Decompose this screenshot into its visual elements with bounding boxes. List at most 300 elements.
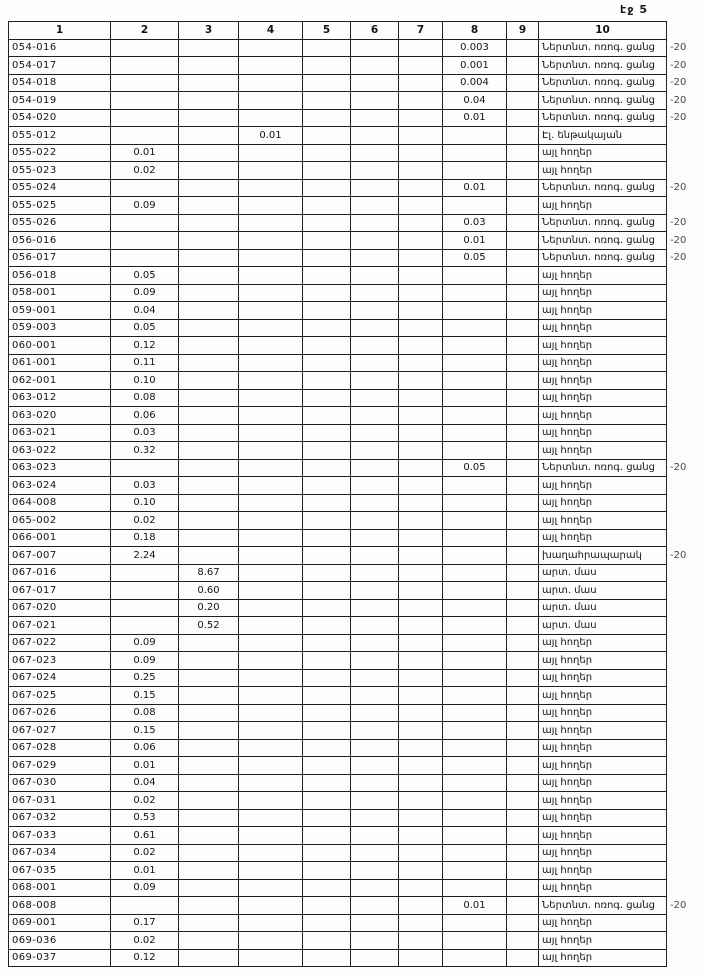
value-cell-col8 bbox=[443, 617, 507, 635]
value-cell-col6 bbox=[351, 582, 399, 600]
value-cell-col2 bbox=[111, 57, 179, 75]
value-cell-col9 bbox=[507, 92, 539, 110]
value-cell-col3 bbox=[179, 792, 239, 810]
value-cell-col3 bbox=[179, 897, 239, 915]
table-header-row bbox=[9, 22, 701, 40]
value-cell-col9 bbox=[507, 617, 539, 635]
value-cell-col6 bbox=[351, 704, 399, 722]
parcel-code-cell: 067-022 bbox=[9, 634, 111, 652]
value-cell-col2: 0.15 bbox=[111, 687, 179, 705]
table-row bbox=[9, 442, 701, 460]
table-row bbox=[9, 144, 701, 162]
parcel-code-cell: 068-008 bbox=[9, 897, 111, 915]
value-cell-col3 bbox=[179, 267, 239, 285]
land-type-cell: այլ հողեր bbox=[539, 529, 667, 547]
value-cell-col6 bbox=[351, 792, 399, 810]
table-row bbox=[9, 914, 701, 932]
land-type-cell: այլ հողեր bbox=[539, 354, 667, 372]
value-cell-col2 bbox=[111, 599, 179, 617]
value-cell-col2: 0.01 bbox=[111, 144, 179, 162]
value-cell-col6 bbox=[351, 214, 399, 232]
value-cell-col2: 0.17 bbox=[111, 914, 179, 932]
value-cell-col8 bbox=[443, 599, 507, 617]
value-cell-col4 bbox=[239, 372, 303, 390]
value-cell-col8 bbox=[443, 127, 507, 145]
value-cell-col6 bbox=[351, 74, 399, 92]
margin-note: -20 bbox=[670, 59, 687, 71]
margin-note bbox=[667, 319, 701, 337]
table-row bbox=[9, 407, 701, 425]
value-cell-col3: 8.67 bbox=[179, 564, 239, 582]
value-cell-col2: 0.02 bbox=[111, 932, 179, 950]
value-cell-col5 bbox=[303, 337, 351, 355]
margin-note bbox=[667, 739, 701, 757]
table-row bbox=[9, 932, 701, 950]
value-cell-col8: 0.05 bbox=[443, 459, 507, 477]
value-cell-col2: 0.25 bbox=[111, 669, 179, 687]
value-cell-col7 bbox=[399, 214, 443, 232]
value-cell-col7 bbox=[399, 337, 443, 355]
land-type-cell: արտ. մաս bbox=[539, 582, 667, 600]
value-cell-col6 bbox=[351, 407, 399, 425]
value-cell-col4 bbox=[239, 407, 303, 425]
value-cell-col6 bbox=[351, 302, 399, 320]
value-cell-col4 bbox=[239, 897, 303, 915]
margin-note bbox=[667, 477, 701, 495]
value-cell-col7 bbox=[399, 547, 443, 565]
value-cell-col8 bbox=[443, 477, 507, 495]
table-row bbox=[9, 844, 701, 862]
value-cell-col4 bbox=[239, 722, 303, 740]
column-header-2: 2 bbox=[111, 22, 179, 40]
value-cell-col2: 0.04 bbox=[111, 302, 179, 320]
land-type-cell: այլ հողեր bbox=[539, 827, 667, 845]
land-type-cell: Ներտնտ. ոռոգ. ցանց bbox=[539, 249, 667, 267]
value-cell-col6 bbox=[351, 424, 399, 442]
margin-note bbox=[667, 949, 701, 967]
value-cell-col5 bbox=[303, 739, 351, 757]
margin-note bbox=[667, 529, 701, 547]
value-cell-col8 bbox=[443, 722, 507, 740]
value-cell-col4 bbox=[239, 879, 303, 897]
value-cell-col9 bbox=[507, 494, 539, 512]
value-cell-col3 bbox=[179, 249, 239, 267]
column-header-10: 10 bbox=[539, 22, 667, 40]
value-cell-col9 bbox=[507, 214, 539, 232]
value-cell-col2 bbox=[111, 459, 179, 477]
value-cell-col3 bbox=[179, 74, 239, 92]
table-row bbox=[9, 179, 701, 197]
parcel-code-cell: 067-020 bbox=[9, 599, 111, 617]
value-cell-col8 bbox=[443, 197, 507, 215]
land-type-cell: խաղահրապարակ bbox=[539, 547, 667, 565]
land-type-cell: Էլ. ենթակայան bbox=[539, 127, 667, 145]
value-cell-col6 bbox=[351, 477, 399, 495]
value-cell-col2: 2.24 bbox=[111, 547, 179, 565]
value-cell-col8: 0.01 bbox=[443, 179, 507, 197]
value-cell-col4 bbox=[239, 389, 303, 407]
table-row bbox=[9, 529, 701, 547]
value-cell-col9 bbox=[507, 267, 539, 285]
parcel-code-cell: 060-001 bbox=[9, 337, 111, 355]
value-cell-col8 bbox=[443, 302, 507, 320]
value-cell-col6 bbox=[351, 897, 399, 915]
value-cell-col9 bbox=[507, 932, 539, 950]
value-cell-col3 bbox=[179, 652, 239, 670]
land-type-cell: այլ հողեր bbox=[539, 442, 667, 460]
value-cell-col4 bbox=[239, 564, 303, 582]
value-cell-col7 bbox=[399, 809, 443, 827]
value-cell-col9 bbox=[507, 687, 539, 705]
value-cell-col7 bbox=[399, 459, 443, 477]
value-cell-col9 bbox=[507, 914, 539, 932]
land-type-cell: այլ հողեր bbox=[539, 144, 667, 162]
value-cell-col9 bbox=[507, 564, 539, 582]
parcel-code-cell: 054-020 bbox=[9, 109, 111, 127]
land-type-cell: այլ հողեր bbox=[539, 949, 667, 967]
value-cell-col4 bbox=[239, 92, 303, 110]
value-cell-col6 bbox=[351, 337, 399, 355]
parcel-code-cell: 055-026 bbox=[9, 214, 111, 232]
value-cell-col8 bbox=[443, 372, 507, 390]
land-type-cell: այլ հողեր bbox=[539, 302, 667, 320]
table-row bbox=[9, 582, 701, 600]
value-cell-col9 bbox=[507, 144, 539, 162]
value-cell-col8 bbox=[443, 582, 507, 600]
land-type-cell: Ներտնտ. ոռոգ. ցանց bbox=[539, 92, 667, 110]
margin-note bbox=[667, 932, 701, 950]
value-cell-col9 bbox=[507, 232, 539, 250]
page-number-label: էջ 5 bbox=[620, 3, 648, 16]
table-row bbox=[9, 774, 701, 792]
value-cell-col9 bbox=[507, 844, 539, 862]
value-cell-col2: 0.10 bbox=[111, 372, 179, 390]
value-cell-col6 bbox=[351, 914, 399, 932]
value-cell-col2: 0.09 bbox=[111, 284, 179, 302]
value-cell-col9 bbox=[507, 127, 539, 145]
value-cell-col5 bbox=[303, 914, 351, 932]
value-cell-col7 bbox=[399, 92, 443, 110]
table-row bbox=[9, 722, 701, 740]
value-cell-col7 bbox=[399, 249, 443, 267]
value-cell-col5 bbox=[303, 92, 351, 110]
land-type-cell: այլ հողեր bbox=[539, 757, 667, 775]
value-cell-col7 bbox=[399, 477, 443, 495]
value-cell-col4 bbox=[239, 512, 303, 530]
value-cell-col9 bbox=[507, 179, 539, 197]
parcel-code-cell: 067-028 bbox=[9, 739, 111, 757]
margin-note bbox=[667, 512, 701, 530]
value-cell-col3 bbox=[179, 109, 239, 127]
value-cell-col9 bbox=[507, 774, 539, 792]
land-type-cell: Ներտնտ. ոռոգ. ցանց bbox=[539, 459, 667, 477]
parcel-code-cell: 063-022 bbox=[9, 442, 111, 460]
value-cell-col5 bbox=[303, 932, 351, 950]
value-cell-col5 bbox=[303, 354, 351, 372]
parcel-code-cell: 058-001 bbox=[9, 284, 111, 302]
table-row bbox=[9, 372, 701, 390]
table-row bbox=[9, 477, 701, 495]
column-header-5: 5 bbox=[303, 22, 351, 40]
value-cell-col5 bbox=[303, 792, 351, 810]
land-type-cell: այլ հողեր bbox=[539, 512, 667, 530]
value-cell-col5 bbox=[303, 57, 351, 75]
value-cell-col9 bbox=[507, 284, 539, 302]
value-cell-col8 bbox=[443, 739, 507, 757]
value-cell-col9 bbox=[507, 337, 539, 355]
value-cell-col3 bbox=[179, 197, 239, 215]
value-cell-col5 bbox=[303, 669, 351, 687]
parcel-code-cell: 055-024 bbox=[9, 179, 111, 197]
value-cell-col6 bbox=[351, 669, 399, 687]
value-cell-col5 bbox=[303, 512, 351, 530]
value-cell-col3 bbox=[179, 932, 239, 950]
land-parcel-table bbox=[8, 21, 701, 967]
value-cell-col5 bbox=[303, 564, 351, 582]
parcel-code-cell: 063-021 bbox=[9, 424, 111, 442]
parcel-code-cell: 067-017 bbox=[9, 582, 111, 600]
parcel-code-cell: 062-001 bbox=[9, 372, 111, 390]
value-cell-col9 bbox=[507, 652, 539, 670]
value-cell-col8 bbox=[443, 774, 507, 792]
value-cell-col9 bbox=[507, 389, 539, 407]
value-cell-col4 bbox=[239, 144, 303, 162]
value-cell-col8: 0.003 bbox=[443, 39, 507, 57]
land-type-cell: այլ հողեր bbox=[539, 739, 667, 757]
land-type-cell: այլ հողեր bbox=[539, 652, 667, 670]
land-type-cell: այլ հողեր bbox=[539, 319, 667, 337]
value-cell-col6 bbox=[351, 634, 399, 652]
margin-note bbox=[667, 827, 701, 845]
value-cell-col6 bbox=[351, 144, 399, 162]
margin-note: -20 bbox=[670, 112, 687, 124]
margin-note bbox=[667, 652, 701, 670]
value-cell-col7 bbox=[399, 407, 443, 425]
value-cell-col7 bbox=[399, 267, 443, 285]
value-cell-col3 bbox=[179, 389, 239, 407]
value-cell-col8 bbox=[443, 634, 507, 652]
value-cell-col9 bbox=[507, 442, 539, 460]
value-cell-col2: 0.03 bbox=[111, 477, 179, 495]
value-cell-col3 bbox=[179, 477, 239, 495]
value-cell-col4: 0.01 bbox=[239, 127, 303, 145]
parcel-code-cell: 056-017 bbox=[9, 249, 111, 267]
value-cell-col7 bbox=[399, 652, 443, 670]
value-cell-col5 bbox=[303, 249, 351, 267]
value-cell-col3 bbox=[179, 127, 239, 145]
value-cell-col4 bbox=[239, 74, 303, 92]
value-cell-col7 bbox=[399, 389, 443, 407]
value-cell-col2: 0.06 bbox=[111, 739, 179, 757]
value-cell-col8 bbox=[443, 267, 507, 285]
land-type-cell: այլ հողեր bbox=[539, 477, 667, 495]
margin-note bbox=[667, 407, 701, 425]
value-cell-col9 bbox=[507, 949, 539, 967]
value-cell-col6 bbox=[351, 162, 399, 180]
value-cell-col8 bbox=[443, 844, 507, 862]
value-cell-col9 bbox=[507, 302, 539, 320]
value-cell-col4 bbox=[239, 862, 303, 880]
value-cell-col4 bbox=[239, 949, 303, 967]
margin-note bbox=[667, 127, 701, 145]
value-cell-col3 bbox=[179, 914, 239, 932]
margin-note bbox=[667, 582, 701, 600]
value-cell-col6 bbox=[351, 599, 399, 617]
parcel-code-cell: 059-001 bbox=[9, 302, 111, 320]
value-cell-col5 bbox=[303, 407, 351, 425]
value-cell-col6 bbox=[351, 494, 399, 512]
value-cell-col5 bbox=[303, 634, 351, 652]
value-cell-col7 bbox=[399, 564, 443, 582]
table-row bbox=[9, 512, 701, 530]
margin-note bbox=[667, 687, 701, 705]
margin-note bbox=[667, 197, 701, 215]
value-cell-col3 bbox=[179, 512, 239, 530]
parcel-code-cell: 067-031 bbox=[9, 792, 111, 810]
land-type-cell: արտ. մաս bbox=[539, 564, 667, 582]
value-cell-col6 bbox=[351, 127, 399, 145]
value-cell-col2 bbox=[111, 897, 179, 915]
value-cell-col9 bbox=[507, 862, 539, 880]
value-cell-col3 bbox=[179, 424, 239, 442]
value-cell-col5 bbox=[303, 179, 351, 197]
value-cell-col5 bbox=[303, 879, 351, 897]
parcel-code-cell: 069-001 bbox=[9, 914, 111, 932]
value-cell-col8 bbox=[443, 652, 507, 670]
margin-note bbox=[667, 809, 701, 827]
value-cell-col9 bbox=[507, 792, 539, 810]
column-header-note-spacer bbox=[667, 22, 701, 40]
value-cell-col5 bbox=[303, 459, 351, 477]
land-type-cell: այլ հողեր bbox=[539, 389, 667, 407]
parcel-code-cell: 063-020 bbox=[9, 407, 111, 425]
value-cell-col6 bbox=[351, 197, 399, 215]
margin-note bbox=[667, 914, 701, 932]
value-cell-col4 bbox=[239, 424, 303, 442]
value-cell-col4 bbox=[239, 669, 303, 687]
land-type-cell: այլ հողեր bbox=[539, 914, 667, 932]
margin-note bbox=[667, 722, 701, 740]
value-cell-col9 bbox=[507, 582, 539, 600]
value-cell-col8 bbox=[443, 529, 507, 547]
land-type-cell: Ներտնտ. ոռոգ. ցանց bbox=[539, 179, 667, 197]
table-row bbox=[9, 879, 701, 897]
table-row bbox=[9, 109, 701, 127]
table-row bbox=[9, 424, 701, 442]
value-cell-col6 bbox=[351, 354, 399, 372]
value-cell-col8 bbox=[443, 827, 507, 845]
parcel-code-cell: 055-023 bbox=[9, 162, 111, 180]
value-cell-col5 bbox=[303, 844, 351, 862]
value-cell-col5 bbox=[303, 862, 351, 880]
land-type-cell: արտ. մաս bbox=[539, 617, 667, 635]
value-cell-col3 bbox=[179, 494, 239, 512]
value-cell-col8 bbox=[443, 284, 507, 302]
margin-note bbox=[667, 704, 701, 722]
parcel-code-cell: 067-025 bbox=[9, 687, 111, 705]
land-type-cell: այլ հողեր bbox=[539, 197, 667, 215]
value-cell-col6 bbox=[351, 809, 399, 827]
value-cell-col2: 0.10 bbox=[111, 494, 179, 512]
value-cell-col2: 0.12 bbox=[111, 337, 179, 355]
land-type-cell: Ներտնտ. ոռոգ. ցանց bbox=[539, 39, 667, 57]
value-cell-col3 bbox=[179, 232, 239, 250]
margin-note bbox=[667, 617, 701, 635]
value-cell-col8 bbox=[443, 319, 507, 337]
value-cell-col4 bbox=[239, 267, 303, 285]
value-cell-col9 bbox=[507, 722, 539, 740]
value-cell-col2: 0.02 bbox=[111, 792, 179, 810]
value-cell-col5 bbox=[303, 827, 351, 845]
value-cell-col6 bbox=[351, 949, 399, 967]
land-type-cell: այլ հողեր bbox=[539, 494, 667, 512]
value-cell-col4 bbox=[239, 179, 303, 197]
margin-note bbox=[667, 564, 701, 582]
value-cell-col9 bbox=[507, 827, 539, 845]
value-cell-col7 bbox=[399, 162, 443, 180]
value-cell-col5 bbox=[303, 809, 351, 827]
margin-note bbox=[667, 354, 701, 372]
table-row bbox=[9, 757, 701, 775]
table-row bbox=[9, 214, 701, 232]
value-cell-col5 bbox=[303, 722, 351, 740]
value-cell-col9 bbox=[507, 57, 539, 75]
value-cell-col6 bbox=[351, 687, 399, 705]
value-cell-col4 bbox=[239, 844, 303, 862]
value-cell-col9 bbox=[507, 512, 539, 530]
value-cell-col3 bbox=[179, 302, 239, 320]
value-cell-col9 bbox=[507, 704, 539, 722]
value-cell-col7 bbox=[399, 757, 443, 775]
table-row bbox=[9, 39, 701, 57]
value-cell-col6 bbox=[351, 284, 399, 302]
value-cell-col6 bbox=[351, 932, 399, 950]
value-cell-col6 bbox=[351, 389, 399, 407]
value-cell-col5 bbox=[303, 424, 351, 442]
value-cell-col7 bbox=[399, 897, 443, 915]
value-cell-col3 bbox=[179, 827, 239, 845]
land-type-cell: Ներտնտ. ոռոգ. ցանց bbox=[539, 74, 667, 92]
margin-note: -20 bbox=[670, 182, 687, 194]
margin-note bbox=[667, 442, 701, 460]
value-cell-col2: 0.06 bbox=[111, 407, 179, 425]
value-cell-col7 bbox=[399, 372, 443, 390]
value-cell-col7 bbox=[399, 599, 443, 617]
value-cell-col6 bbox=[351, 739, 399, 757]
parcel-code-cell: 063-024 bbox=[9, 477, 111, 495]
value-cell-col6 bbox=[351, 529, 399, 547]
margin-note bbox=[667, 757, 701, 775]
land-type-cell: այլ հողեր bbox=[539, 424, 667, 442]
value-cell-col2 bbox=[111, 92, 179, 110]
land-type-cell: այլ հողեր bbox=[539, 844, 667, 862]
value-cell-col8 bbox=[443, 144, 507, 162]
value-cell-col7 bbox=[399, 39, 443, 57]
value-cell-col8: 0.01 bbox=[443, 897, 507, 915]
value-cell-col2: 0.02 bbox=[111, 512, 179, 530]
value-cell-col9 bbox=[507, 39, 539, 57]
table-row bbox=[9, 669, 701, 687]
value-cell-col3 bbox=[179, 547, 239, 565]
value-cell-col5 bbox=[303, 494, 351, 512]
value-cell-col6 bbox=[351, 319, 399, 337]
value-cell-col5 bbox=[303, 302, 351, 320]
parcel-code-cell: 054-016 bbox=[9, 39, 111, 57]
land-type-cell: այլ հողեր bbox=[539, 879, 667, 897]
parcel-code-cell: 069-036 bbox=[9, 932, 111, 950]
value-cell-col9 bbox=[507, 879, 539, 897]
value-cell-col5 bbox=[303, 687, 351, 705]
